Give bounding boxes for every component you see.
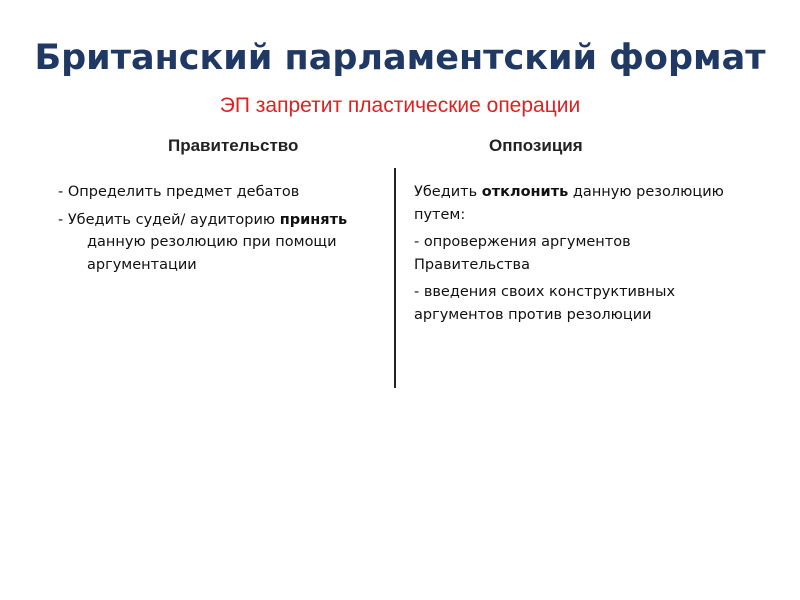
opposition-item-2: - опровержения аргументов Правительства	[414, 234, 631, 273]
opposition-item-1	[414, 181, 734, 226]
opposition-heading: Оппозиция	[489, 136, 583, 155]
opposition-item-1-end: данную резолюцию путем:	[414, 184, 724, 223]
opposition-column	[414, 181, 734, 331]
slide-subtitle: ЭП запретит пластические операции	[219, 94, 581, 117]
column-divider	[394, 168, 396, 388]
government-item-2-end: данную резолюцию при помощи аргументации	[87, 234, 337, 273]
government-item-2-start: - Убедить судей/ аудиторию	[58, 211, 280, 228]
opposition-item-1-keyword: отклонить	[481, 184, 569, 200]
slide-title: Британский парламентский формат	[34, 38, 766, 78]
government-heading: Правительство	[168, 136, 299, 155]
opposition-item-1-start: Убедить	[414, 184, 482, 200]
government-column	[58, 181, 383, 281]
government-item-2	[58, 209, 383, 277]
government-item-1: - Определить предмет дебатов	[58, 184, 300, 200]
government-item-2-keyword: принять	[279, 211, 348, 228]
opposition-item-3: - введения своих конструктивных аргументов против резолюции	[414, 284, 676, 323]
